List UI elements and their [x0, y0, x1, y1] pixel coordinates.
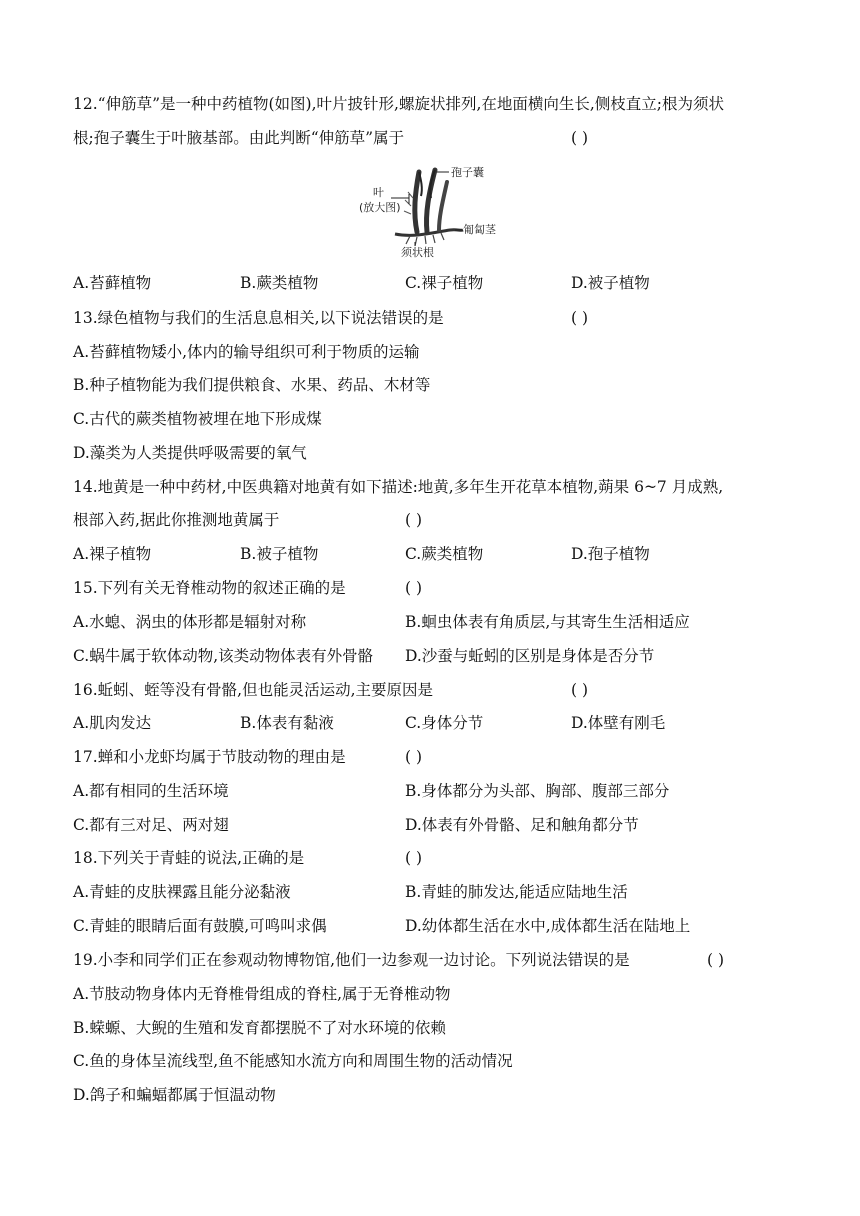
- label-leaf-note: (放大图): [359, 201, 401, 214]
- q19-option-b[interactable]: B.蝾螈、大鲵的生殖和发育都摆脱不了对水环境的依赖: [73, 1019, 446, 1037]
- q12-option-a[interactable]: A.苔藓植物: [73, 274, 152, 292]
- q14-option-c[interactable]: C.蕨类植物: [405, 545, 484, 563]
- q12-option-d[interactable]: D.被子植物: [571, 274, 650, 292]
- q14-stem-line2: 根部入药,据此你推测地黄属于: [73, 511, 280, 529]
- q17-answer-paren[interactable]: ( ): [405, 748, 423, 766]
- q19-answer-paren[interactable]: ( ): [707, 951, 725, 969]
- q12-option-c[interactable]: C.裸子植物: [405, 274, 484, 292]
- q18-option-d[interactable]: D.幼体都生活在水中,成体都生活在陆地上: [405, 917, 691, 935]
- q12-stem-line2: 根;孢子囊生于叶腋基部。由此判断“伸筋草”属于: [73, 129, 405, 147]
- q17-stem: 17.蝉和小龙虾均属于节肢动物的理由是: [73, 748, 346, 766]
- q16-stem: 16.蚯蚓、蛭等没有骨骼,但也能灵活运动,主要原因是: [73, 681, 434, 699]
- q18-option-a[interactable]: A.青蛙的皮肤裸露且能分泌黏液: [73, 883, 291, 901]
- q19-option-c[interactable]: C.鱼的身体呈流线型,鱼不能感知水流方向和周围生物的活动情况: [73, 1052, 513, 1070]
- q19-option-a[interactable]: A.节肢动物身体内无脊椎骨组成的脊柱,属于无脊椎动物: [73, 985, 451, 1003]
- q13-stem: 13.绿色植物与我们的生活息息相关,以下说法错误的是: [73, 309, 444, 327]
- q13-answer-paren[interactable]: ( ): [571, 309, 589, 327]
- q14-option-b[interactable]: B.被子植物: [240, 545, 319, 563]
- label-stolon: 匍匐茎: [463, 223, 496, 236]
- q14-answer-paren[interactable]: ( ): [405, 511, 423, 529]
- q14-option-d[interactable]: D.孢子植物: [571, 545, 650, 563]
- q16-option-b[interactable]: B.体表有黏液: [240, 714, 334, 732]
- q15-option-a[interactable]: A.水螅、涡虫的体形都是辐射对称: [73, 613, 307, 631]
- q15-option-b[interactable]: B.蛔虫体表有角质层,与其寄生生活相适应: [405, 613, 690, 631]
- q16-option-a[interactable]: A.肌肉发达: [73, 714, 152, 732]
- q13-option-c[interactable]: C.古代的蕨类植物被埋在地下形成煤: [73, 410, 322, 428]
- q15-option-c[interactable]: C.蜗牛属于软体动物,该类动物体表有外骨骼: [73, 647, 374, 665]
- q14-stem-line1: 14.地黄是一种中药材,中医典籍对地黄有如下描述:地黄,多年生开花草本植物,蒴果 6~7 月成熟,: [73, 478, 724, 496]
- label-leaf: 叶: [373, 186, 384, 199]
- q12-answer-paren[interactable]: ( ): [571, 129, 589, 147]
- q19-option-d[interactable]: D.鸽子和蝙蝠都属于恒温动物: [73, 1086, 276, 1104]
- q12-option-b[interactable]: B.蕨类植物: [240, 274, 319, 292]
- q18-stem: 18.下列关于青蛙的说法,正确的是: [73, 849, 305, 867]
- label-sporangium: 孢子囊: [451, 166, 484, 179]
- q13-option-a[interactable]: A.苔藓植物矮小,体内的输导组织可利于物质的运输: [73, 343, 420, 361]
- q16-option-c[interactable]: C.身体分节: [405, 714, 484, 732]
- label-root: 须状根: [401, 246, 434, 259]
- q15-option-d[interactable]: D.沙蚕与蚯蚓的区别是身体是否分节: [405, 647, 655, 665]
- q15-stem: 15.下列有关无脊椎动物的叙述正确的是: [73, 579, 346, 597]
- q13-option-b[interactable]: B.种子植物能为我们提供粮食、水果、药品、木材等: [73, 376, 431, 394]
- clubmoss-figure: [355, 158, 515, 262]
- q18-option-c[interactable]: C.青蛙的眼睛后面有鼓膜,可鸣叫求偶: [73, 917, 327, 935]
- q17-option-c[interactable]: C.都有三对足、两对翅: [73, 816, 229, 834]
- q17-option-b[interactable]: B.身体都分为头部、胸部、腹部三部分: [405, 782, 670, 800]
- q13-option-d[interactable]: D.藻类为人类提供呼吸需要的氧气: [73, 444, 307, 462]
- q17-option-d[interactable]: D.体表有外骨骼、足和触角都分节: [405, 816, 639, 834]
- q18-option-b[interactable]: B.青蛙的肺发达,能适应陆地生活: [405, 883, 628, 901]
- q15-answer-paren[interactable]: ( ): [405, 579, 423, 597]
- q16-answer-paren[interactable]: ( ): [571, 681, 589, 699]
- q12-stem-line1: 12.“伸筋草”是一种中药植物(如图),叶片披针形,螺旋状排列,在地面横向生长,侧枝直立;根为须状: [73, 95, 725, 113]
- q18-answer-paren[interactable]: ( ): [405, 849, 423, 867]
- q19-stem: 19.小李和同学们正在参观动物博物馆,他们一边参观一边讨论。下列说法错误的是: [73, 951, 630, 969]
- q17-option-a[interactable]: A.都有相同的生活环境: [73, 782, 229, 800]
- q14-option-a[interactable]: A.裸子植物: [73, 545, 152, 563]
- q16-option-d[interactable]: D.体壁有刚毛: [571, 714, 666, 732]
